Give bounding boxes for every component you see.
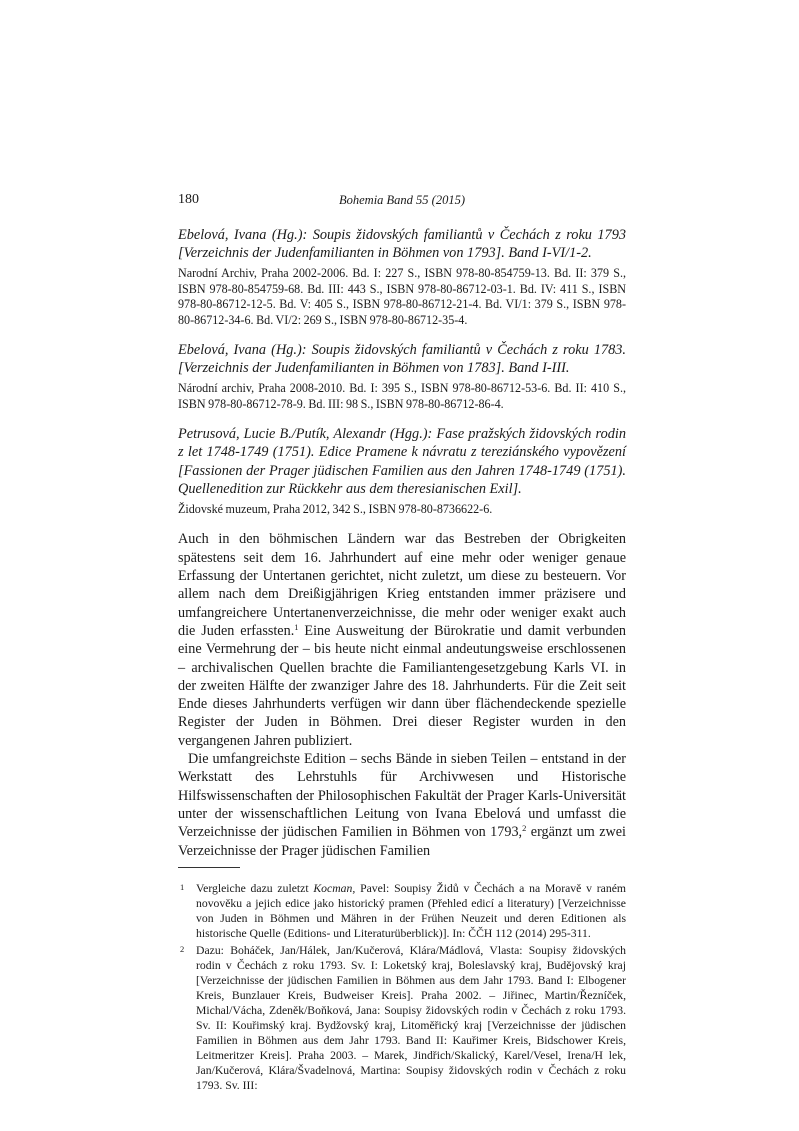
running-header xyxy=(178,192,626,212)
review-bibliography: Židovské muzeum, Praha 2012, 342 S., ISBN 978-80-8736622-6. xyxy=(178,502,493,517)
paragraph-text: Eine Ausweitung der Bürokratie und damit verbunden eine Vermehrung der – bis heute nicht einmal andeutungsweise erschlossenen – archivalischen Quellen brachte die Familiantengesetzgebung Karls VI. in der zweiten Hälfte der zwanziger Jahre des 18. Jahrhunderts. Für die Zeit seit Ende dieses Jahrhunderts verfügen wir dann über flächendeckende spezielle Register der Juden in Böhmen. Drei dieser Register wurden in den vergangenen Jahren publiziert. xyxy=(178,622,626,749)
review-entry-1 xyxy=(178,226,626,328)
body-text xyxy=(178,530,626,859)
footnote-text: Vergleiche dazu zuletzt xyxy=(196,881,314,895)
review-bibliography: Národní archiv, Praha 2008-2010. Bd. I: 395 S., ISBN 978-80-86712-53-6. Bd. II: 410 S., ISBN 978-80-86712-78-9. Bd. III: 98 S., ISBN 978-80-86712-86-4. xyxy=(178,381,626,411)
footnote-2 xyxy=(178,944,626,1093)
paragraph-text: Die umfangreichste Edition – sechs Bände in sieben Teilen – entstand in der Werkstatt des Lehrstuhls für Archivwesen und Historische Hilfswissenschaften der Philosophischen Fakultät der Prager Karls-Universität unter der wissenschaftlichen Leitung von Ivana Ebelová und umfasst die Verzeichnisse der jüdischen Familien in Böhmen von 1793, xyxy=(178,751,626,841)
footnotes xyxy=(178,882,626,1094)
footnote-ref-2[interactable]: 2 xyxy=(522,823,527,834)
footnote-separator xyxy=(178,867,240,868)
footnote-ref-1[interactable]: 1 xyxy=(294,621,299,632)
review-entry-2 xyxy=(178,341,626,412)
footnote-text: Pavel: Soupisy Židů v Čechách a na Moravě v raném novověku a jejich edice jako historický pramen (Přehled edicí a literatury) [Verzeichnisse von Juden in Böhmen und Mähren in der Frühen Neuzeit und deren Editionen als historische Quelle (Editions- und Literaturüberblick)]. In: ČČH 112 (2014) 295-311. xyxy=(196,881,626,940)
review-title: Ebelová, Ivana (Hg.): Soupis židovských familiantů v Čechách z roku 1783. [Verzeichnis der Judenfamilianten in Böhmen von 1783]. Band I-III. xyxy=(178,342,626,377)
footnote-1 xyxy=(178,882,626,942)
review-entry-3 xyxy=(178,425,626,517)
page-number: 180 xyxy=(178,192,199,207)
page xyxy=(178,192,626,1097)
paragraph-text: Auch in den böhmischen Ländern war das Bestreben der Obrigkeiten spätestens seit dem 16. Jahrhundert auf eine mehr oder weniger genaue Erfassung der Untertanen gerichtet, nicht zuletzt, um diese zu besteuern. Vor allem nach dem Dreißigjährigen Krieg entstanden immer präzisere und umfangreichere Untertanenverzeichnisse, die mehr oder weniger exakt auch die Juden erfassten. xyxy=(178,531,626,639)
footnote-mark: 2 xyxy=(180,944,185,955)
body-paragraph-2 xyxy=(178,750,626,860)
footnote-text: Dazu: Boháček, Jan/Hálek, Jan/Kučerová, Klára/Mádlová, Vlasta: Soupisy židovských rodin v Čechách z roku 1793. Sv. I: Loketský kraj, Boleslavský kraj, Budějovský kraj [Verzeichnisse der jüdischen Familien in Böhmen aus dem Jahr 1793. Band I: Elbogener Kreis, Bunzlauer Kreis, Budweiser Kreis]. Praha 2002. – Jiřinec, Martin/Řezníček, Michal/Vácha, Zdeněk/Boňková, Jana: Soupisy židovských rodin v Čechách z roku 1793. Sv. II: Kouřimský kraj. Bydžovský kraj, Litoměřický kraj [Verzeichnisse der jüdischen Familien in Böhmen aus dem Jahr 1793. Band II: Kauřimer Kreis, Bidschower Kreis, Leitmeritzer Kreis]. Praha 2003. – Marek, Jindřich/Skalický, Karel/Vesel, Irena/H lek, Jan/Kučerová, Klára/Švadelnová, Martina: Soupisy židovských rodin v Čechách z roku 1793. Sv. III: xyxy=(196,944,626,1092)
footnote-mark: 1 xyxy=(180,881,185,892)
paragraph-text: ergänzt um zwei Verzeichnisse der Prager jüdischen Familien xyxy=(178,824,626,859)
review-title: Petrusová, Lucie B./Putík, Alexandr (Hgg.): Fase pražských židovských rodin z let 1748-1749 (1751). Edice Pramene k návratu z tereziánského vypovězení [Fassionen der Prager jüdischen Familien aus den Jahren 1748-1749 (1751). Quellenedition zur Rückkehr aus dem theresianischen Exil]. xyxy=(178,426,626,497)
review-bibliography: Narodní Archiv, Praha 2002-2006. Bd. I: 227 S., ISBN 978-80-854759-13. Bd. II: 379 S., ISBN 978-80-854759-68. Bd. III: 443 S., ISBN 978-80-86712-03-1. Bd. IV: 411 S., ISBN 978-80-86712-12-5. Bd. V: 405 S., ISBN 978-80-86712-21-4. Bd. VI/1: 379 S., ISBN 978-80-86712-34-6. Bd. VI/2: 269 S., ISBN 978-80-86712-35-4. xyxy=(178,266,626,327)
body-paragraph-1 xyxy=(178,530,626,750)
journal-title: Bohemia Band 55 (2015) xyxy=(338,193,466,207)
review-title: Ebelová, Ivana (Hg.): Soupis židovských familiantů v Čechách z roku 1793 [Verzeichnis der Judenfamilianten in Böhmen von 1793]. Band I-VI/1-2. xyxy=(178,227,626,262)
footnote-author: Kocman, xyxy=(313,881,356,895)
